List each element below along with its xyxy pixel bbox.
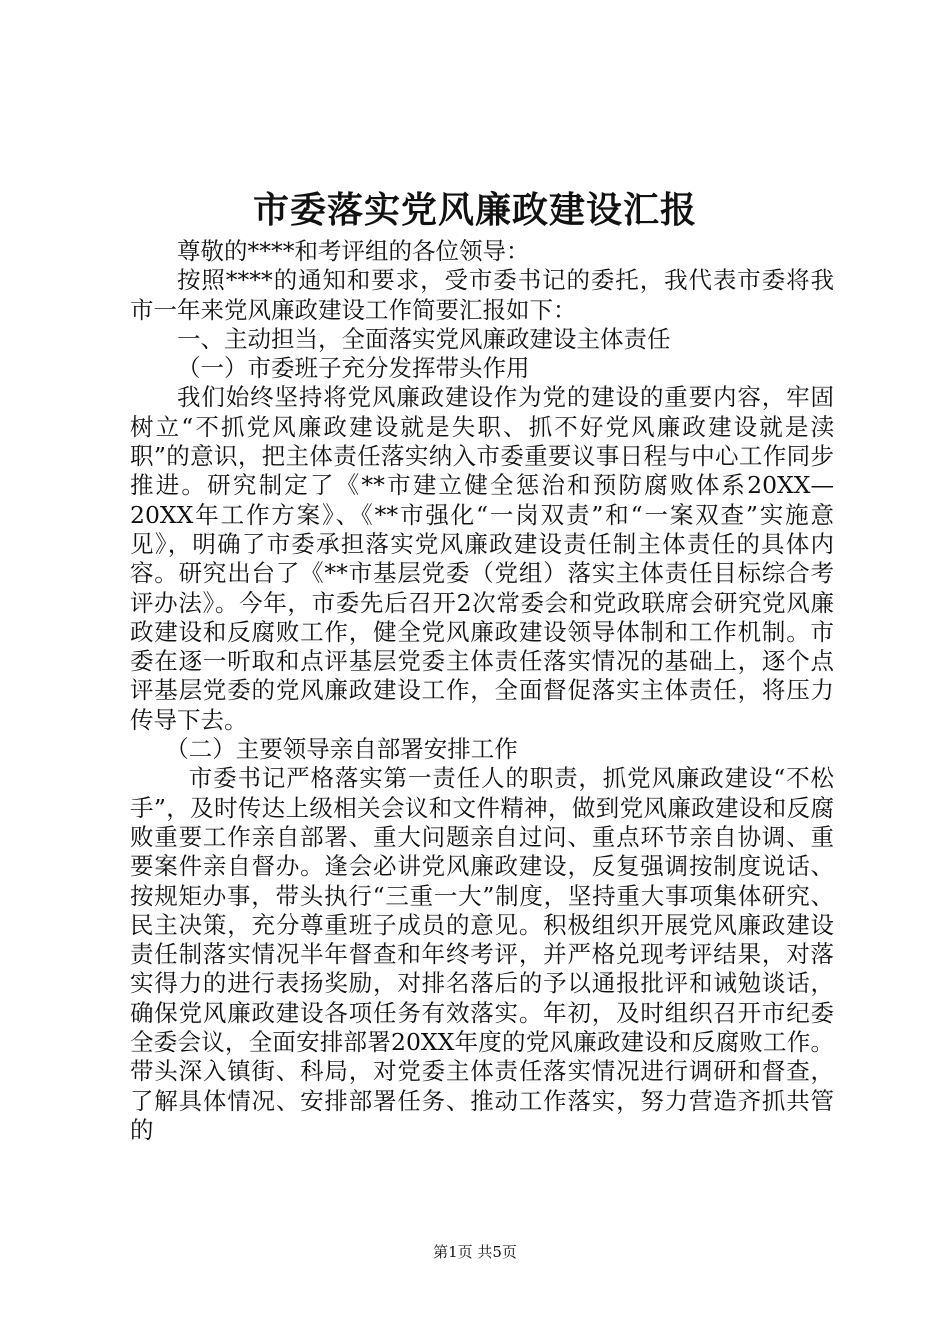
section-1-heading: 一、主动担当，全面落实党风廉政建设主体责任 [177, 324, 671, 353]
subsection-1-paragraph: 我们始终坚持将党风廉政建设作为党的建设的重要内容，牢固树立“不抓党风廉政建设就是失职、抓不好党风廉政建设就是渎职”的意识，把主体责任落实纳入市委重要议事日程与中心工作同步推进。研究制定了《**市建立健全惩治和预防腐败体系20XX—20XX年工作方案》、《**市强化“一岗双责”和“一案双查”实施意见》，明确了市委承担落实党风廉政建设责任制主体责任的具体内容。研究出台了《**市基层党委（党组）落实主体责任目标综合考评办法》。今年，市委先后召开2次常委会和党政联席会研究党风廉政建设和反腐败工作，健全党风廉政建设领导体制和工作机制。市委在逐一听取和点评基层党委主体责任落实情况的基础上，逐个点评基层党委的党风廉政建设工作，全面督促落实主体责任，将压力传导下去。 [130, 383, 834, 734]
document-body [130, 237, 834, 1145]
salutation: 尊敬的****和考评组的各位领导： [177, 237, 530, 265]
page-number-footer: 第1页 共5页 [433, 1243, 517, 1261]
subsection-2-paragraph: 市委书记严格落实第一责任人的职责，抓党风廉政建设“不松手”，及时传达上级相关会议和文件精神，做到党风廉政建设和反腐败重要工作亲自部署、重大问题亲自过问、重点环节亲自协调、重要案件亲自督办。逢会必讲党风廉政建设，反复强调按制度说话、按规矩办事，带头执行“三重一大”制度，坚持重大事项集体研究、民主决策，充分尊重班子成员的意见。积极组织开展党风廉政建设责任制落实情况半年督查和年终考评，并严格兑现考评结果，对落实得力的进行表扬奖励，对排名落后的予以通报批评和诫勉谈话，确保党风廉政建设各项任务有效落实。年初，及时组织召开市纪委全委会议，全面安排部署20XX年度的党风廉政建设和反腐败工作。带头深入镇街、科局，对党委主体责任落实情况进行调研和督查，了解具体情况、安排部署任务、推动工作落实，努力营造齐抓共管的 [130, 764, 834, 1144]
document-title: 市委落实党风廉政建设汇报 [252, 189, 697, 231]
subsection-1-heading: （一）市委班子充分发挥带头作用 [177, 354, 530, 383]
subsection-2-heading: （二）主要领导亲自部署安排工作 [165, 735, 518, 764]
intro-paragraph: 按照****的通知和要求，受市委书记的委托，我代表市委将我市一年来党风廉政建设工作简要汇报如下： [130, 266, 834, 324]
